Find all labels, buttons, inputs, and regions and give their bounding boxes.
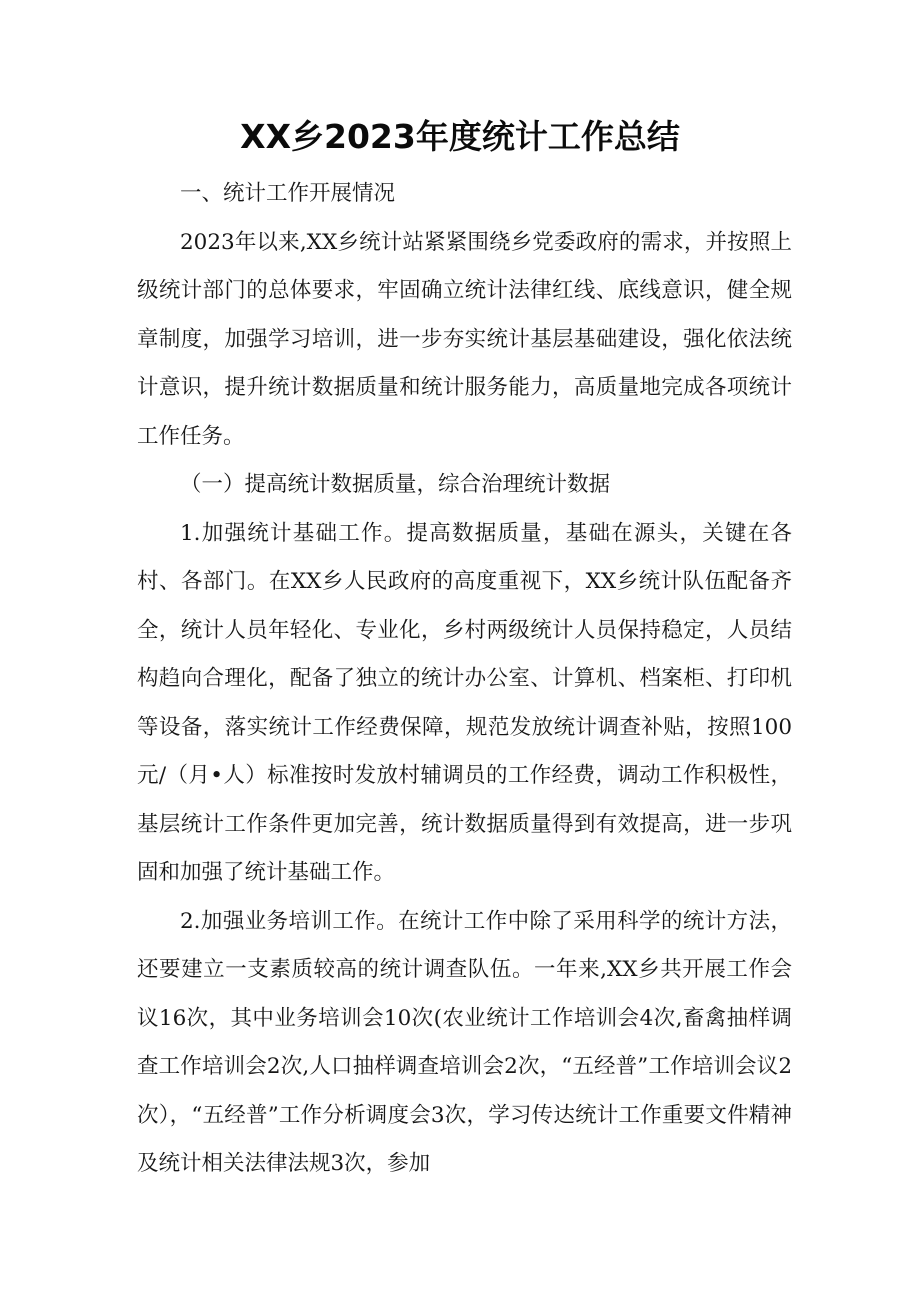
- paragraph: 2023年以来,XX乡统计站紧紧围绕乡党委政府的需求，并按照上级统计部门的总体要求，牢固确立统计法律红线、底线意识，健全规章制度，加强学习培训，进一步夯实统计基层基础建设，强化依法统计意识，提升统计数据质量和统计服务能力，高质量地完成各项统计工作任务。: [137, 229, 792, 449]
- document-title: XX乡2023年度统计工作总结: [240, 117, 680, 156]
- paragraph: 1.加强统计基础工作。提高数据质量，基础在源头，关键在各村、各部门。在XX乡人民政府的高度重视下，XX乡统计队伍配备齐全，统计人员年轻化、专业化，乡村两级统计人员保持稳定，人员结构趋向合理化，配备了独立的统计办公室、计算机、档案柜、打印机等设备，落实统计工作经费保障，规范发放统计调查补贴，按照100元/（月•人）标准按时发放村辅调员的工作经费，调动工作积极性，基层统计工作条件更加完善，统计数据质量得到有效提高，进一步巩固和加强了统计基础工作。: [137, 520, 792, 885]
- subsection-heading: （一）提高统计数据质量，综合治理统计数据: [180, 472, 611, 497]
- paragraph: 2.加强业务培训工作。在统计工作中除了采用科学的统计方法，还要建立一支素质较高的统计调查队伍。一年来,XX乡共开展工作会议16次，其中业务培训会10次(农业统计工作培训会4次,畜禽抽样调查工作培训会2次,人口抽样调查培训会2次，“五经普”工作培训会议2次），“五经普”工作分析调度会3次，学习传达统计工作重要文件精神及统计相关法律法规3次，参加: [137, 908, 792, 1176]
- document-body: [137, 170, 792, 1189]
- section-heading: 一、统计工作开展情况: [180, 181, 396, 206]
